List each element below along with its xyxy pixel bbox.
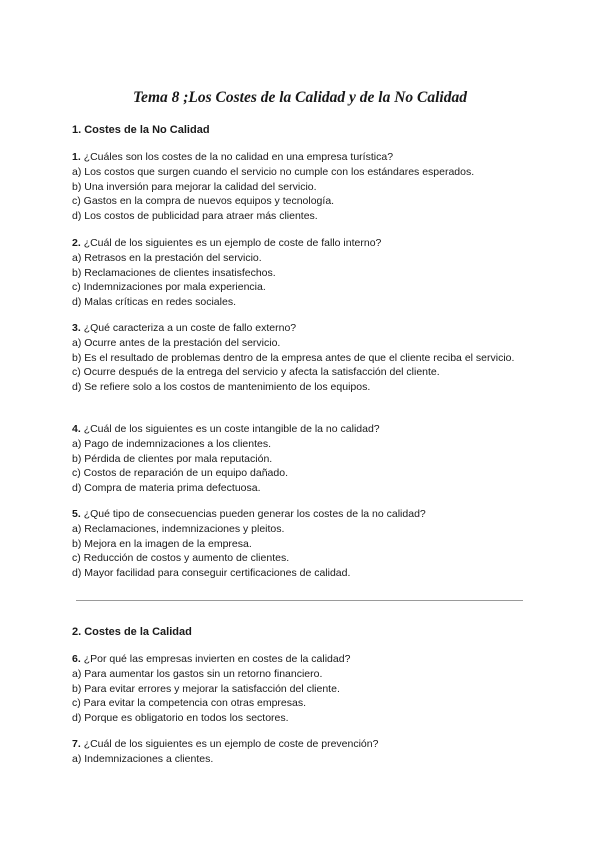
question-text: 2. ¿Cuál de los siguientes es un ejemplo de coste de fallo interno? bbox=[72, 237, 382, 249]
answer-option: d) Se refiere solo a los costos de mantenimiento de los equipos. bbox=[72, 381, 371, 394]
section-heading: 2. Costes de la Calidad bbox=[72, 626, 192, 638]
answer-option: c) Indemnizaciones por mala experiencia. bbox=[72, 281, 266, 294]
answer-option: a) Los costos que surgen cuando el servicio no cumple con los estándares esperados. bbox=[72, 165, 475, 178]
answer-option: a) Para aumentar los gastos sin un retorno financiero. bbox=[72, 667, 323, 680]
answer-option: c) Ocurre después de la entrega del servicio y afecta la satisfacción del cliente. bbox=[72, 366, 440, 379]
question-2 bbox=[72, 236, 532, 310]
question-6 bbox=[72, 652, 532, 726]
question-text: 3. ¿Qué caracteriza a un coste de fallo externo? bbox=[72, 322, 297, 334]
question-4 bbox=[72, 422, 532, 496]
answer-option: d) Malas críticas en redes sociales. bbox=[72, 296, 236, 309]
answer-option: c) Para evitar la competencia con otras empresas. bbox=[72, 697, 307, 710]
answer-option: a) Ocurre antes de la prestación del servicio. bbox=[72, 336, 281, 349]
section-divider bbox=[76, 600, 523, 601]
answer-option: b) Es el resultado de problemas dentro de la empresa antes de que el cliente reciba el servicio. bbox=[72, 351, 515, 364]
answer-option: d) Los costos de publicidad para atraer más clientes. bbox=[72, 210, 318, 223]
question-text: 4. ¿Cuál de los siguientes es un coste intangible de la no calidad? bbox=[72, 423, 380, 435]
answer-option: d) Porque es obligatorio en todos los sectores. bbox=[72, 712, 289, 725]
question-text: 6. ¿Por qué las empresas invierten en costes de la calidad? bbox=[72, 653, 351, 665]
answer-option: c) Costos de reparación de un equipo dañado. bbox=[72, 467, 288, 480]
question-text: 7. ¿Cuál de los siguientes es un ejemplo de coste de prevención? bbox=[72, 738, 379, 750]
section-heading: 1. Costes de la No Calidad bbox=[72, 124, 210, 136]
answer-option: a) Retrasos en la prestación del servicio. bbox=[72, 251, 262, 264]
answer-option: a) Reclamaciones, indemnizaciones y pleitos. bbox=[72, 522, 285, 535]
question-text: 5. ¿Qué tipo de consecuencias pueden generar los costes de la no calidad? bbox=[72, 508, 426, 520]
answer-option: c) Reducción de costos y aumento de clientes. bbox=[72, 552, 290, 565]
answer-option: b) Mejora en la imagen de la empresa. bbox=[72, 537, 252, 550]
answer-option: a) Pago de indemnizaciones a los clientes. bbox=[72, 437, 272, 450]
answer-option: a) Indemnizaciones a clientes. bbox=[72, 752, 214, 765]
question-1 bbox=[72, 150, 532, 224]
answer-option: b) Una inversión para mejorar la calidad del servicio. bbox=[72, 180, 317, 193]
question-5 bbox=[72, 507, 532, 581]
question-3 bbox=[72, 321, 532, 395]
document-title: Tema 8 ;Los Costes de la Calidad y de la No Calidad bbox=[133, 89, 467, 106]
answer-option: d) Compra de materia prima defectuosa. bbox=[72, 482, 261, 495]
answer-option: d) Mayor facilidad para conseguir certificaciones de calidad. bbox=[72, 567, 351, 580]
answer-option: c) Gastos en la compra de nuevos equipos y tecnología. bbox=[72, 195, 335, 208]
answer-option: b) Reclamaciones de clientes insatisfechos. bbox=[72, 266, 276, 279]
question-text: 1. ¿Cuáles son los costes de la no calidad en una empresa turística? bbox=[72, 151, 394, 163]
answer-option: b) Para evitar errores y mejorar la satisfacción del cliente. bbox=[72, 682, 340, 695]
answer-option: b) Pérdida de clientes por mala reputación. bbox=[72, 452, 273, 465]
question-7 bbox=[72, 737, 532, 767]
